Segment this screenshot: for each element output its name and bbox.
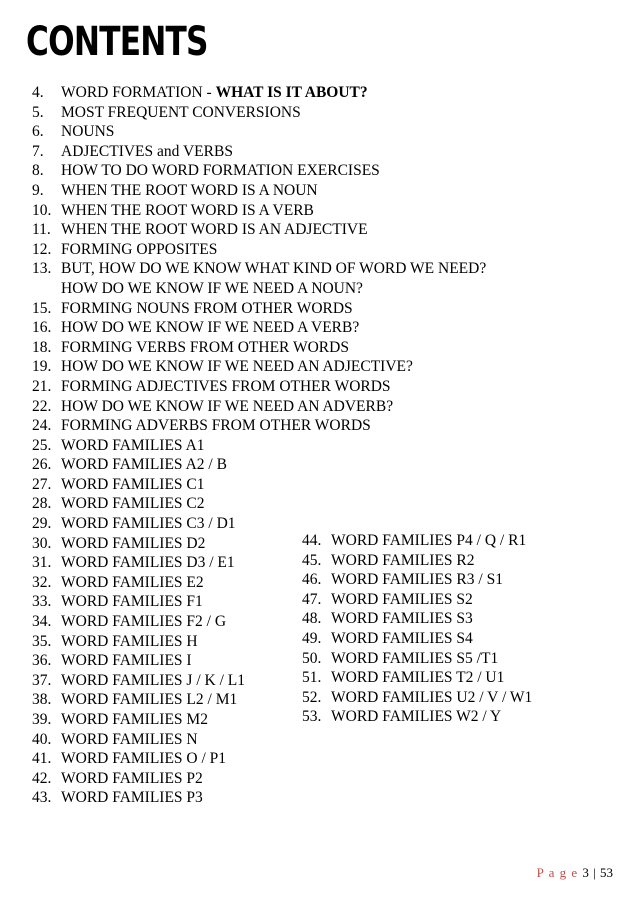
toc-entry-title xyxy=(61,103,301,123)
toc-entry-number: 10. xyxy=(32,201,52,219)
toc-entry-text: FORMING NOUNS FROM OTHER WORDS xyxy=(61,299,353,317)
toc-entry-text: FORMING ADVERBS FROM OTHER WORDS xyxy=(61,417,371,435)
toc-entry-text: WORD FAMILIES F1 xyxy=(61,593,203,611)
toc-entry-number: 22. xyxy=(32,397,52,415)
toc-entry-title xyxy=(331,531,526,551)
toc-entry-number: 46. xyxy=(302,571,322,589)
toc-entry-number: 32. xyxy=(32,573,52,591)
toc-entry-text: WORD FAMILIES U2 / V / W1 xyxy=(331,688,533,706)
toc-entry-title xyxy=(61,201,314,221)
toc-entry-text: WORD FAMILIES A1 xyxy=(61,436,205,454)
toc-entry-text: WHEN THE ROOT WORD IS A NOUN xyxy=(61,181,318,199)
toc-entry-text: WORD FAMILIES S2 xyxy=(331,590,473,608)
toc-entry-number: 19. xyxy=(32,358,52,376)
toc-entry-title xyxy=(61,220,368,240)
toc-entry-number: 24. xyxy=(32,417,52,435)
toc-entry-number: 13. xyxy=(32,260,52,278)
toc-entry-text: FORMING ADJECTIVES FROM OTHER WORDS xyxy=(61,377,391,395)
toc-entry-text: HOW DO WE KNOW IF WE NEED AN ADJECTIVE? xyxy=(61,358,413,376)
toc-entry-number: 40. xyxy=(32,730,52,748)
toc-entry-title xyxy=(61,553,235,573)
toc-entry-text: WORD FAMILIES R2 xyxy=(331,551,475,569)
toc-entry-number: 28. xyxy=(32,495,52,513)
toc-entry-title xyxy=(61,730,198,750)
toc-entry-title xyxy=(331,551,475,571)
page-number: 3 xyxy=(582,865,589,880)
toc-entry-title xyxy=(331,688,532,708)
toc-entry-text: WORD FAMILIES W2 / Y xyxy=(331,708,502,726)
toc-entry-title xyxy=(61,788,203,808)
toc-entry-text: WORD FAMILIES N xyxy=(61,730,198,748)
page-title: CONTENTS xyxy=(26,19,208,65)
toc-entry-title xyxy=(331,629,473,649)
toc-entry-number: 44. xyxy=(302,532,322,549)
toc-entry-text: WORD FAMILIES T2 / U1 xyxy=(331,669,505,687)
toc-entry-number: 18. xyxy=(32,338,52,356)
toc-entry-title xyxy=(61,534,205,554)
toc-entry-number: 15. xyxy=(32,299,52,317)
toc-entry-title xyxy=(61,749,226,769)
toc-entry-title xyxy=(61,122,114,142)
toc-entry-title xyxy=(61,494,205,514)
page-separator: | xyxy=(593,865,596,880)
toc-entry-title xyxy=(331,668,504,688)
toc-entry-number: 34. xyxy=(32,613,52,631)
toc-entry-title xyxy=(61,161,380,181)
toc-entry-title xyxy=(61,671,245,691)
toc-entry-emphasis: WHAT IS IT ABOUT? xyxy=(215,84,368,101)
toc-entry-number: 45. xyxy=(302,551,322,569)
toc-entry-title xyxy=(61,573,204,593)
toc-entry-text: WORD FAMILIES S4 xyxy=(331,629,473,647)
toc-entry-title xyxy=(61,710,208,730)
toc-entry-title xyxy=(61,455,227,475)
toc-entry-text: BUT, HOW DO WE KNOW WHAT KIND OF WORD WE NEED? xyxy=(61,260,487,278)
toc-entry-text: WORD FAMILIES C3 / D1 xyxy=(61,515,236,533)
toc-entry-number: 35. xyxy=(32,632,52,650)
page-footer xyxy=(537,865,613,881)
toc-entry-title xyxy=(61,690,237,710)
toc-entry-title xyxy=(331,609,473,629)
toc-entry-number: 51. xyxy=(302,669,322,687)
toc-entry-title xyxy=(61,299,353,319)
toc-entry-number: 36. xyxy=(32,652,52,670)
toc-entry-title xyxy=(61,181,318,201)
toc-entry-title xyxy=(331,649,498,669)
toc-entry-number: 37. xyxy=(32,671,52,689)
toc-entry-title xyxy=(61,475,205,495)
toc-entry-number: 53. xyxy=(302,708,322,726)
toc-entry-number: 39. xyxy=(32,711,52,728)
toc-entry-number: 29. xyxy=(32,515,52,533)
toc-entry-title xyxy=(61,612,226,632)
toc-entry-text: HOW DO WE KNOW IF WE NEED A VERB? xyxy=(61,319,360,337)
toc-entry-number: 50. xyxy=(302,649,322,667)
toc-entry-text: WORD FAMILIES P2 xyxy=(61,769,203,787)
toc-entry-text: WORD FAMILIES F2 / G xyxy=(61,613,227,631)
toc-entry-number: 41. xyxy=(32,750,52,768)
toc-entry-number: 12. xyxy=(32,240,52,258)
toc-entry-number: 47. xyxy=(302,590,322,608)
toc-entry-text: WORD FAMILIES C1 xyxy=(61,475,205,493)
toc-entry-text: WORD FAMILIES R3 / S1 xyxy=(331,571,503,589)
toc-entry-text: FORMING VERBS FROM OTHER WORDS xyxy=(61,338,349,356)
toc-entry-title xyxy=(61,377,391,397)
toc-entry-text: WORD FAMILIES J / K / L1 xyxy=(61,671,245,689)
toc-entry-text: WORD FAMILIES O / P1 xyxy=(61,750,227,768)
toc-entry-number: 33. xyxy=(32,593,52,611)
toc-entry-text: WORD FAMILIES P3 xyxy=(61,789,203,807)
toc-entry-text: WORD FAMILIES M2 xyxy=(61,711,208,728)
toc-entry-text: WORD FAMILIES E2 xyxy=(61,573,204,591)
toc-entry-text: WORD FORMATION - xyxy=(61,84,216,101)
toc-entry-number: 25. xyxy=(32,436,52,454)
toc-entry-number: 16. xyxy=(32,319,52,337)
toc-entry-number: 52. xyxy=(302,688,322,706)
toc-entry-number: 43. xyxy=(32,789,52,807)
toc-entry-number: 49. xyxy=(302,629,322,647)
toc-entry-title xyxy=(61,632,198,652)
toc-entry-title xyxy=(61,416,371,436)
toc-entry-number: 31. xyxy=(32,554,52,572)
toc-entry-number: 5. xyxy=(32,103,44,121)
toc-entry-text: WORD FAMILIES A2 / B xyxy=(61,456,227,474)
toc-entry-text: ADJECTIVES and VERBS xyxy=(61,142,233,160)
toc-entry-number: 7. xyxy=(32,142,44,160)
toc-entry-number: 9. xyxy=(32,181,44,199)
toc-entry-number: 6. xyxy=(32,123,44,141)
toc-entry-number: 11. xyxy=(32,221,51,239)
toc-entry-text: WORD FAMILIES D2 xyxy=(61,534,206,552)
toc-entry-text: HOW TO DO WORD FORMATION EXERCISES xyxy=(61,162,380,180)
toc-entry-text: WORD FAMILIES P4 / Q / R1 xyxy=(331,532,527,549)
toc-entry-title xyxy=(61,769,203,789)
toc-entry-title xyxy=(61,279,363,299)
toc-entry-title xyxy=(61,318,359,338)
page-total: 53 xyxy=(600,865,613,880)
toc-entry-number: 30. xyxy=(32,534,52,552)
toc-entry-number: 48. xyxy=(302,610,322,628)
toc-entry-title xyxy=(331,570,503,590)
toc-entry-title xyxy=(61,436,205,456)
toc-entry-number: 21. xyxy=(32,377,52,395)
toc-entry-text: WHEN THE ROOT WORD IS AN ADJECTIVE xyxy=(61,221,368,239)
toc-entry-title xyxy=(61,338,349,358)
toc-entry-text: WORD FAMILIES D3 / E1 xyxy=(61,554,235,572)
toc-entry-text: NOUNS xyxy=(61,123,115,141)
toc-entry-title xyxy=(61,142,233,162)
toc-entry-number: 27. xyxy=(32,475,52,493)
toc-entry-number: 4. xyxy=(32,84,44,101)
toc-entry-text: WORD FAMILIES I xyxy=(61,652,192,670)
toc-entry-title xyxy=(61,259,486,279)
toc-entry-title xyxy=(331,590,473,610)
toc-entry-text: WHEN THE ROOT WORD IS A VERB xyxy=(61,201,314,219)
toc-entry-text: WORD FAMILIES H xyxy=(61,632,198,650)
toc-entry-text: MOST FREQUENT CONVERSIONS xyxy=(61,103,301,121)
toc-entry-text: HOW DO WE KNOW IF WE NEED A NOUN? xyxy=(61,279,363,297)
toc-entry-title xyxy=(331,707,501,727)
toc-entry-title xyxy=(61,357,413,377)
toc-entry-text: WORD FAMILIES S3 xyxy=(331,610,473,628)
toc-entry-title xyxy=(61,83,368,103)
toc-entry-text: HOW DO WE KNOW IF WE NEED AN ADVERB? xyxy=(61,397,394,415)
toc-entry-text: WORD FAMILIES S5 /T1 xyxy=(331,649,499,667)
toc-entry-number: 42. xyxy=(32,769,52,787)
toc-entry-title xyxy=(61,514,236,534)
toc-entry-title xyxy=(61,240,217,260)
toc-entry-text: WORD FAMILIES L2 / M1 xyxy=(61,691,238,709)
toc-entry-number: 26. xyxy=(32,456,52,474)
toc-entry-text: WORD FAMILIES C2 xyxy=(61,495,205,513)
toc-entry-title xyxy=(61,592,203,612)
toc-entry-number: 8. xyxy=(32,162,44,180)
toc-entry-title xyxy=(61,397,393,417)
toc-entry-title xyxy=(61,651,192,671)
page-label: P a g e xyxy=(536,865,579,880)
toc-entry-number: 38. xyxy=(32,691,52,709)
toc-entry-text: FORMING OPPOSITES xyxy=(61,240,218,258)
